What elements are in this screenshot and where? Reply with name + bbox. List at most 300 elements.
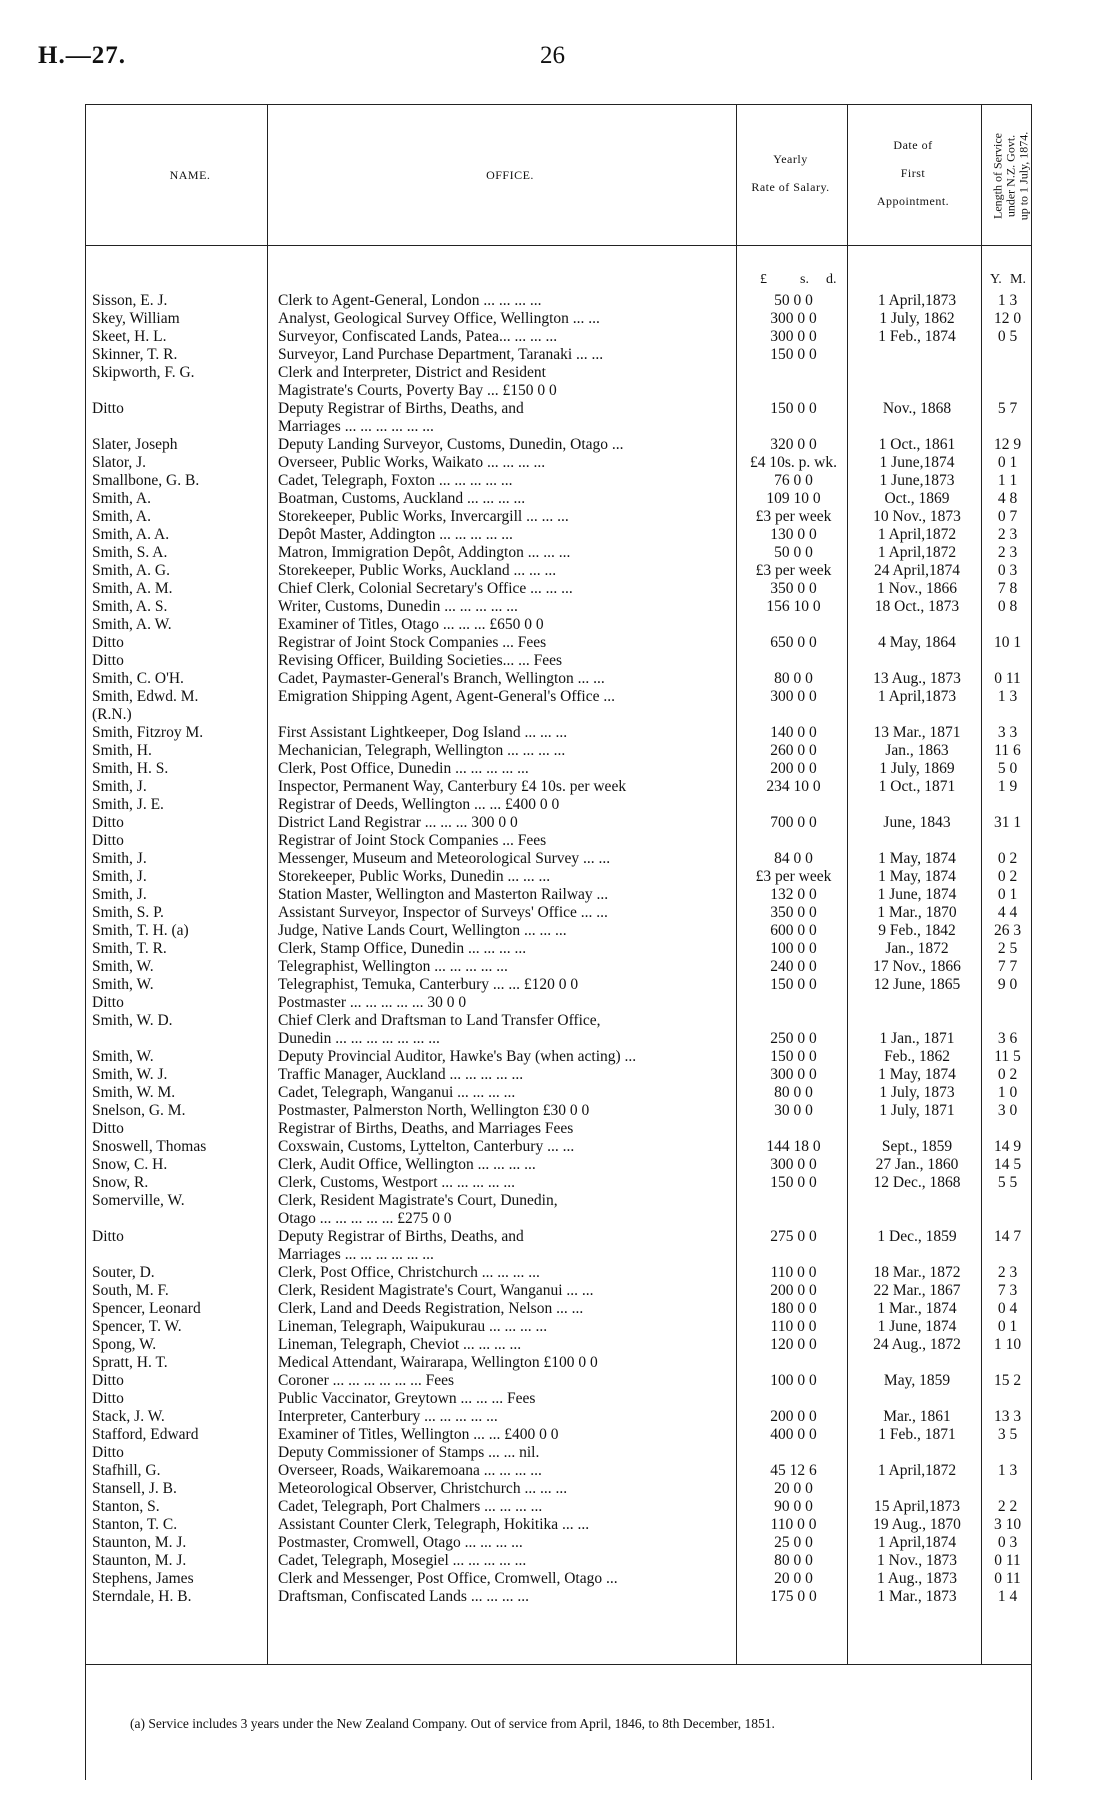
row-salary: 110 0 0 [770, 1318, 817, 1335]
row-date: Oct., 1869 [884, 490, 950, 507]
row-date: 1 April,1872 [877, 544, 957, 561]
table-row [0, 1084, 1114, 1102]
row-length: 3 5 [997, 1426, 1018, 1443]
row-date: 13 Aug., 1873 [873, 670, 961, 687]
row-name: Snelson, G. M. [92, 1102, 186, 1119]
row-name: Skeet, H. L. [92, 328, 167, 345]
row-office: Judge, Native Lands Court, Wellington ... ... ... [278, 922, 567, 939]
row-salary: 80 0 0 [774, 670, 813, 687]
row-length: 7 3 [997, 1282, 1018, 1299]
row-office: Registrar of Deeds, Wellington ... ... £400 0 0 [278, 796, 560, 813]
row-date: 15 April,1873 [873, 1498, 961, 1515]
row-salary: 250 0 0 [770, 1030, 817, 1047]
row-date: 1 July, 1869 [879, 760, 955, 777]
row-date: 19 Aug., 1870 [873, 1516, 961, 1533]
row-name: Stansell, J. B. [92, 1480, 177, 1497]
row-office: Revising Officer, Building Societies... ... Fees [278, 652, 563, 669]
table-row [0, 364, 1114, 382]
row-length: 1 3 [997, 292, 1018, 309]
table-row [0, 742, 1114, 760]
row-name: Skey, William [92, 310, 180, 327]
table-row [0, 328, 1114, 346]
table-row [0, 922, 1114, 940]
row-office: Surveyor, Confiscated Lands, Patea... ... ... ... [278, 328, 558, 345]
row-date: 1 June,1873 [879, 472, 955, 489]
row-salary: 110 0 0 [770, 1264, 817, 1281]
table-row [0, 1210, 1114, 1228]
row-salary: 400 0 0 [770, 1426, 817, 1443]
row-office: Storekeeper, Public Works, Invercargill ... ... ... [278, 508, 569, 525]
row-date: May, 1859 [883, 1372, 951, 1389]
row-name: Smith, C. O'H. [92, 670, 184, 687]
row-office: Coroner ... ... ... ... ... ... Fees [278, 1372, 455, 1389]
unit-months: M. [1010, 272, 1026, 287]
row-length: 4 4 [997, 904, 1018, 921]
row-name: Stafford, Edward [92, 1426, 199, 1443]
table-row [0, 616, 1114, 634]
row-name: Smith, A. A. [92, 526, 170, 543]
table-row [0, 436, 1114, 454]
row-salary: 156 10 0 [766, 598, 821, 615]
row-date: 1 Oct., 1861 [878, 436, 956, 453]
table-row [0, 1156, 1114, 1174]
table-row [0, 490, 1114, 508]
row-office: Storekeeper, Public Works, Auckland ... ... ... [278, 562, 557, 579]
row-date: 1 July, 1862 [879, 310, 955, 327]
row-salary: 275 0 0 [770, 1228, 817, 1245]
table-row [0, 1138, 1114, 1156]
row-salary: 300 0 0 [770, 688, 817, 705]
row-name: Stanton, T. C. [92, 1516, 178, 1533]
row-salary: 130 0 0 [770, 526, 817, 543]
row-name: Smith, H. S. [92, 760, 169, 777]
row-salary: 700 0 0 [770, 814, 817, 831]
row-salary: 320 0 0 [770, 436, 817, 453]
row-length: 10 1 [993, 634, 1022, 651]
row-name: (R.N.) [92, 706, 132, 723]
row-length: 0 3 [997, 1534, 1018, 1551]
document-reference: H.—27. [38, 42, 126, 69]
row-length: 7 7 [997, 958, 1018, 975]
row-date: 27 Jan., 1860 [875, 1156, 959, 1173]
row-salary: 600 0 0 [770, 922, 817, 939]
row-name: Sisson, E. J. [92, 292, 168, 309]
row-salary: 50 0 0 [774, 292, 813, 309]
table-row [0, 1030, 1114, 1048]
row-salary: 300 0 0 [770, 1156, 817, 1173]
row-length: 14 7 [993, 1228, 1022, 1245]
table-row [0, 868, 1114, 886]
column-header-length-1: Length of Service [990, 132, 1005, 219]
row-length: 0 11 [994, 1552, 1021, 1569]
table-row [0, 994, 1114, 1012]
row-length: 1 3 [997, 1462, 1018, 1479]
row-office: Cadet, Telegraph, Mosegiel ... ... ... ... ... [278, 1552, 527, 1569]
row-name: Spencer, T. W. [92, 1318, 182, 1335]
row-office: Marriages ... ... ... ... ... ... [278, 418, 434, 435]
table-row [0, 1534, 1114, 1552]
row-office: Dunedin ... ... ... ... ... ... ... [278, 1030, 440, 1047]
row-name: Ditto [92, 400, 124, 417]
row-length: 1 9 [997, 778, 1018, 795]
row-date: 1 June, 1874 [877, 886, 957, 903]
row-office: Cadet, Telegraph, Foxton ... ... ... ... ... [278, 472, 513, 489]
row-name: Ditto [92, 1372, 124, 1389]
row-date: Jan., 1872 [885, 940, 949, 957]
table-row [0, 1444, 1114, 1462]
row-date: 12 June, 1865 [873, 976, 961, 993]
row-length: 0 2 [997, 1066, 1018, 1083]
row-salary: 300 0 0 [770, 1066, 817, 1083]
table-row [0, 400, 1114, 418]
row-date: 1 Mar., 1874 [877, 1300, 957, 1317]
row-office: Lineman, Telegraph, Waipukurau ... ... ... ... [278, 1318, 548, 1335]
table-row [0, 1174, 1114, 1192]
row-date: Feb., 1862 [884, 1048, 950, 1065]
row-date: 1 Feb., 1874 [878, 328, 956, 345]
row-office: Clerk, Resident Magistrate's Court, Wanganui ... ... [278, 1282, 594, 1299]
row-office: Meteorological Observer, Christchurch ... ... ... [278, 1480, 568, 1497]
row-length: 5 0 [997, 760, 1018, 777]
row-name: Stack, J. W. [92, 1408, 165, 1425]
row-office: Assistant Counter Clerk, Telegraph, Hokitika ... ... [278, 1516, 590, 1533]
row-office: Surveyor, Land Purchase Department, Taranaki ... ... [278, 346, 604, 363]
table-row [0, 1012, 1114, 1030]
row-date: 1 April,1874 [877, 1534, 957, 1551]
row-office: Clerk, Resident Magistrate's Court, Dunedin, [278, 1192, 558, 1209]
row-salary: £3 per week [755, 868, 832, 885]
row-name: Ditto [92, 814, 124, 831]
row-name: Smith, A. S. [92, 598, 168, 615]
unit-pence: d. [826, 272, 837, 287]
column-header-salary-1: Yearly [773, 152, 808, 166]
row-salary: 350 0 0 [770, 904, 817, 921]
row-office: Public Vaccinator, Greytown ... ... ... Fees [278, 1390, 536, 1407]
row-salary: 150 0 0 [770, 1048, 817, 1065]
table-row [0, 904, 1114, 922]
row-office: Telegraphist, Wellington ... ... ... ... ... [278, 958, 508, 975]
row-salary: 25 0 0 [774, 1534, 813, 1551]
column-header-date-2: First [900, 166, 926, 180]
row-office: Magistrate's Courts, Poverty Bay ... £150 0 0 [278, 382, 557, 399]
table-row [0, 652, 1114, 670]
unit-pounds: £ [760, 272, 767, 287]
row-office: Medical Attendant, Wairarapa, Wellington £100 0 0 [278, 1354, 598, 1371]
row-name: Ditto [92, 832, 124, 849]
table-row [0, 580, 1114, 598]
row-length: 13 3 [993, 1408, 1022, 1425]
table-row [0, 940, 1114, 958]
row-office: Registrar of Joint Stock Companies ... Fees [278, 832, 547, 849]
row-name: Snoswell, Thomas [92, 1138, 207, 1155]
row-name: Skipworth, F. G. [92, 364, 195, 381]
row-name: Spratt, H. T. [92, 1354, 168, 1371]
row-name: Slater, Joseph [92, 436, 178, 453]
row-salary: 150 0 0 [770, 1174, 817, 1191]
row-date: 1 June,1874 [879, 454, 955, 471]
row-date: 24 April,1874 [873, 562, 961, 579]
row-date: 18 Oct., 1873 [874, 598, 960, 615]
row-office: Clerk, Land and Deeds Registration, Nelson ... ... [278, 1300, 584, 1317]
row-office: First Assistant Lightkeeper, Dog Island ... ... ... [278, 724, 568, 741]
row-office: Station Master, Wellington and Masterton Railway ... [278, 886, 609, 903]
table-row [0, 1120, 1114, 1138]
column-header-date-3: Appointment. [876, 194, 950, 208]
table-row [0, 526, 1114, 544]
unit-shillings: s. [800, 272, 809, 287]
table-row [0, 1282, 1114, 1300]
row-name: Somerville, W. [92, 1192, 185, 1209]
row-salary: 175 0 0 [770, 1588, 817, 1605]
table-row [0, 1102, 1114, 1120]
row-date: 1 April,1873 [877, 292, 957, 309]
row-length: 14 5 [993, 1156, 1022, 1173]
row-office: Interpreter, Canterbury ... ... ... ... ... [278, 1408, 498, 1425]
table-row [0, 1354, 1114, 1372]
table-row [0, 1048, 1114, 1066]
row-length: 0 3 [997, 562, 1018, 579]
row-name: Smith, W. M. [92, 1084, 176, 1101]
footnote: (a) Service includes 3 years under the New Zealand Company. Out of service from April, 1846, to 8th December, 1851. [130, 1716, 775, 1731]
table-row [0, 1336, 1114, 1354]
row-date: Jan., 1863 [885, 742, 949, 759]
row-length: 12 0 [993, 310, 1022, 327]
table-row [0, 706, 1114, 724]
row-date: 24 Aug., 1872 [873, 1336, 961, 1353]
row-office: Deputy Provincial Auditor, Hawke's Bay (when acting) ... [278, 1048, 637, 1065]
row-name: Souter, D. [92, 1264, 155, 1281]
row-date: 1 June, 1874 [877, 1318, 957, 1335]
table-row [0, 292, 1114, 310]
row-date: 1 Mar., 1873 [877, 1588, 957, 1605]
row-date: 18 Mar., 1872 [873, 1264, 961, 1281]
row-name: Ditto [92, 1444, 124, 1461]
row-office: Clerk, Customs, Westport ... ... ... ... ... [278, 1174, 515, 1191]
table-row [0, 1480, 1114, 1498]
table-row [0, 1426, 1114, 1444]
row-length: 14 9 [993, 1138, 1022, 1155]
row-name: Smith, A. [92, 490, 152, 507]
row-salary: 132 0 0 [770, 886, 817, 903]
row-length: 1 3 [997, 688, 1018, 705]
row-date: 1 May, 1874 [878, 1066, 956, 1083]
row-length: 0 11 [994, 1570, 1021, 1587]
row-salary: 150 0 0 [770, 400, 817, 417]
row-salary: 260 0 0 [770, 742, 817, 759]
table-row [0, 1228, 1114, 1246]
row-date: 1 April,1873 [877, 688, 957, 705]
table-row [0, 598, 1114, 616]
table-row [0, 1318, 1114, 1336]
table-row [0, 814, 1114, 832]
column-header-length-2: under N.Z. Govt. [1003, 134, 1018, 217]
row-office: Cadet, Telegraph, Port Chalmers ... ... ... ... [278, 1498, 543, 1515]
row-date: 1 May, 1874 [878, 850, 956, 867]
row-salary: 100 0 0 [770, 1372, 817, 1389]
column-header-name: NAME. [169, 168, 211, 182]
table-row [0, 544, 1114, 562]
row-length: 3 10 [993, 1516, 1022, 1533]
row-name: Smith, J. [92, 850, 147, 867]
row-office: Depôt Master, Addington ... ... ... ... ... [278, 526, 513, 543]
row-salary: 240 0 0 [770, 958, 817, 975]
row-length: 5 7 [997, 400, 1018, 417]
row-length: 0 11 [994, 670, 1021, 687]
row-name: Staunton, M. J. [92, 1534, 187, 1551]
row-salary: 50 0 0 [774, 544, 813, 561]
row-salary: 180 0 0 [770, 1300, 817, 1317]
row-salary: 80 0 0 [774, 1552, 813, 1569]
row-office: Mechanician, Telegraph, Wellington ... ... ... ... [278, 742, 566, 759]
row-name: Spencer, Leonard [92, 1300, 201, 1317]
table-row [0, 508, 1114, 526]
row-name: Snow, C. H. [92, 1156, 168, 1173]
row-length: 0 1 [997, 454, 1018, 471]
row-office: Deputy Landing Surveyor, Customs, Dunedin, Otago ... [278, 436, 624, 453]
row-length: 2 5 [997, 940, 1018, 957]
row-salary: 200 0 0 [770, 1408, 817, 1425]
row-date: Nov., 1868 [882, 400, 952, 417]
row-name: Skinner, T. R. [92, 346, 178, 363]
row-office: Emigration Shipping Agent, Agent-General's Office ... [278, 688, 615, 705]
row-office: Chief Clerk, Colonial Secretary's Office ... ... ... [278, 580, 573, 597]
row-name: Snow, R. [92, 1174, 149, 1191]
table-row [0, 850, 1114, 868]
row-length: 3 0 [997, 1102, 1018, 1119]
row-salary: 30 0 0 [774, 1102, 813, 1119]
row-length: 26 3 [993, 922, 1022, 939]
row-name: Smith, S. A. [92, 544, 168, 561]
row-date: 1 July, 1873 [879, 1084, 955, 1101]
row-office: Registrar of Joint Stock Companies ... Fees [278, 634, 547, 651]
row-office: Marriages ... ... ... ... ... ... [278, 1246, 434, 1263]
row-length: 12 9 [993, 436, 1022, 453]
row-date: 1 Dec., 1859 [877, 1228, 957, 1245]
row-name: Smith, T. H. (a) [92, 922, 189, 939]
row-salary: 300 0 0 [770, 310, 817, 327]
row-length: 3 6 [997, 1030, 1018, 1047]
row-salary: £3 per week [755, 508, 832, 525]
row-name: Ditto [92, 1228, 124, 1245]
row-name: Smith, A. G. [92, 562, 170, 579]
row-length: 0 8 [997, 598, 1018, 615]
row-office: Writer, Customs, Dunedin ... ... ... ... ... [278, 598, 518, 615]
table-row [0, 1588, 1114, 1606]
row-name: Stephens, James [92, 1570, 194, 1587]
row-salary: 200 0 0 [770, 1282, 817, 1299]
table-row [0, 562, 1114, 580]
row-length: 2 3 [997, 544, 1018, 561]
row-date: 9 Feb., 1842 [878, 922, 956, 939]
row-office: Deputy Commissioner of Stamps ... ... nil. [278, 1444, 540, 1461]
row-name: Smith, S. P. [92, 904, 164, 921]
row-office: Clerk, Stamp Office, Dunedin ... ... ... ... [278, 940, 527, 957]
table-row [0, 1462, 1114, 1480]
row-date: 1 May, 1874 [878, 868, 956, 885]
row-date: 4 May, 1864 [878, 634, 956, 651]
row-name: Smith, J. [92, 778, 147, 795]
row-date: 12 Dec., 1868 [873, 1174, 961, 1191]
row-name: Smith, J. [92, 868, 147, 885]
row-name: Smith, A. [92, 508, 152, 525]
row-office: Clerk, Post Office, Christchurch ... ... ... ... [278, 1264, 540, 1281]
table-row [0, 670, 1114, 688]
row-name: Ditto [92, 1390, 124, 1407]
row-length: 9 0 [997, 976, 1018, 993]
table-row [0, 886, 1114, 904]
row-salary: 90 0 0 [774, 1498, 813, 1515]
row-name: Smith, W. J. [92, 1066, 168, 1083]
table-row [0, 1498, 1114, 1516]
row-office: Otago ... ... ... ... ... £275 0 0 [278, 1210, 452, 1227]
row-office: Cadet, Paymaster-General's Branch, Wellington ... ... [278, 670, 605, 687]
row-length: 1 1 [997, 472, 1018, 489]
row-salary: 100 0 0 [770, 940, 817, 957]
row-length: 0 4 [997, 1300, 1018, 1317]
row-office: Matron, Immigration Depôt, Addington ... ... ... [278, 544, 571, 561]
row-date: 1 Aug., 1873 [876, 1570, 958, 1587]
row-name: Ditto [92, 1120, 124, 1137]
row-name: Smith, W. [92, 1048, 154, 1065]
row-name: Smith, T. R. [92, 940, 167, 957]
row-salary: 350 0 0 [770, 580, 817, 597]
row-office: Clerk, Audit Office, Wellington ... ... ... ... [278, 1156, 536, 1173]
row-office: Clerk and Messenger, Post Office, Cromwell, Otago ... [278, 1570, 618, 1587]
row-office: Analyst, Geological Survey Office, Wellington ... ... [278, 310, 600, 327]
unit-years: Y. [990, 272, 1002, 287]
row-name: Ditto [92, 634, 124, 651]
table-row [0, 634, 1114, 652]
table-row [0, 346, 1114, 364]
table-row [0, 1516, 1114, 1534]
table-row [0, 1300, 1114, 1318]
row-length: 0 7 [997, 508, 1018, 525]
column-header-office: OFFICE. [486, 168, 534, 182]
table-row [0, 1264, 1114, 1282]
row-length: 15 2 [993, 1372, 1022, 1389]
row-length: 11 5 [994, 1048, 1021, 1065]
row-date: 22 Mar., 1867 [873, 1282, 961, 1299]
row-office: Overseer, Public Works, Waikato ... ... ... ... [278, 454, 546, 471]
row-length: 0 2 [997, 850, 1018, 867]
row-name: Smith, W. D. [92, 1012, 173, 1029]
row-office: Messenger, Museum and Meteorological Survey ... ... [278, 850, 611, 867]
row-name: Smith, Edwd. M. [92, 688, 199, 705]
row-office: Boatman, Customs, Auckland ... ... ... ... [278, 490, 526, 507]
row-office: Draftsman, Confiscated Lands ... ... ... ... [278, 1588, 529, 1605]
row-office: Deputy Registrar of Births, Deaths, and [278, 400, 524, 417]
row-office: Assistant Surveyor, Inspector of Surveys' Office ... ... [278, 904, 608, 921]
table-row [0, 310, 1114, 328]
row-office: Traffic Manager, Auckland ... ... ... ... ... [278, 1066, 524, 1083]
row-name: Sterndale, H. B. [92, 1588, 192, 1605]
table-row [0, 778, 1114, 796]
row-length: 11 6 [994, 742, 1021, 759]
row-salary: 300 0 0 [770, 328, 817, 345]
table-row [0, 724, 1114, 742]
table-row [0, 1552, 1114, 1570]
row-salary: 144 18 0 [766, 1138, 821, 1155]
table-row [0, 796, 1114, 814]
table-row [0, 418, 1114, 436]
row-office: Overseer, Roads, Waikaremoana ... ... ... ... [278, 1462, 542, 1479]
row-salary: 150 0 0 [770, 346, 817, 363]
row-length: 1 0 [997, 1084, 1018, 1101]
row-name: Spong, W. [92, 1336, 157, 1353]
row-length: 3 3 [997, 724, 1018, 741]
row-name: Stanton, S. [92, 1498, 160, 1515]
row-office: Lineman, Telegraph, Cheviot ... ... ... ... [278, 1336, 522, 1353]
